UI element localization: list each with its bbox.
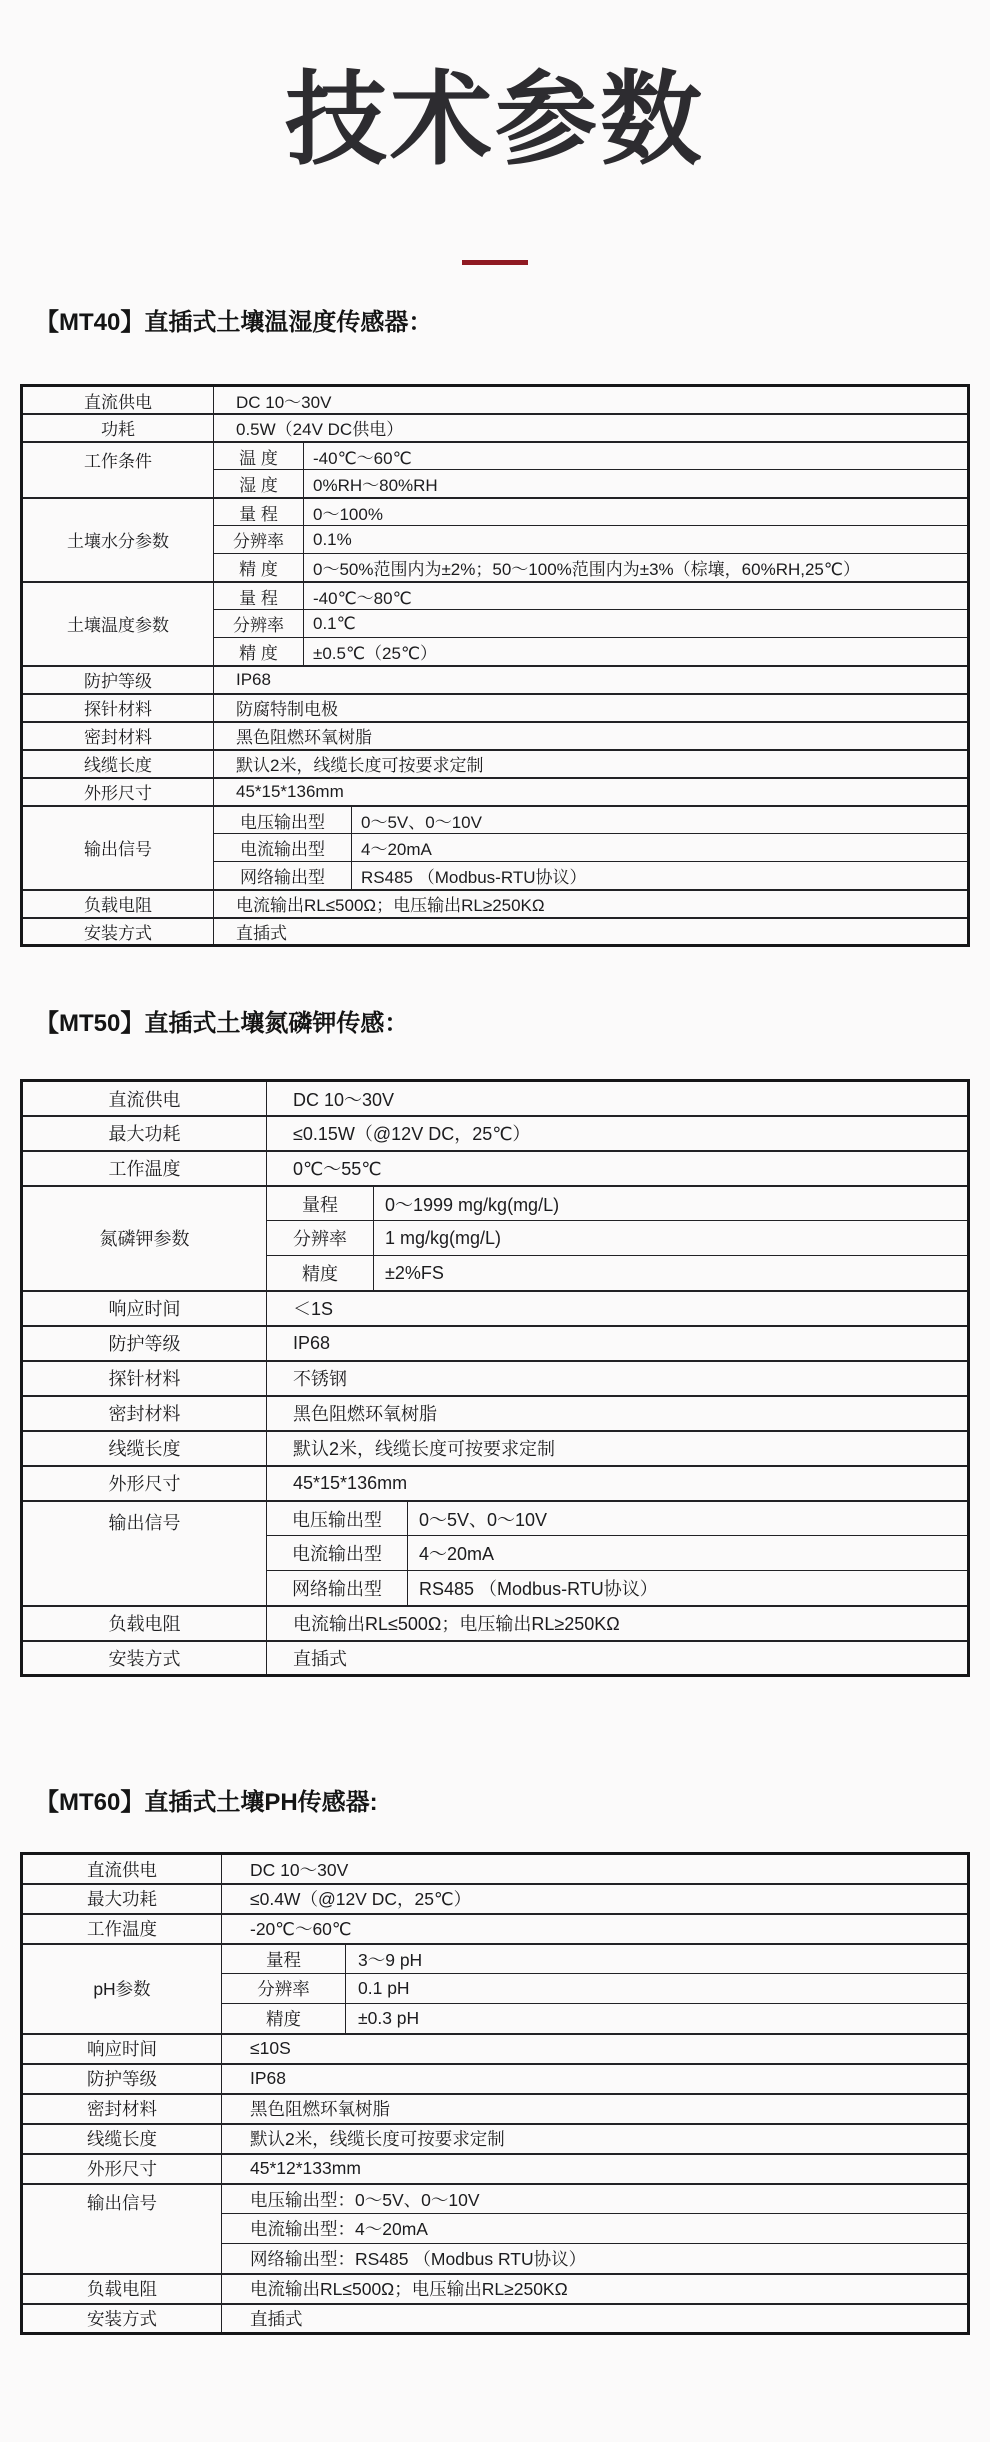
spec-value: 45*12*133mm <box>222 2154 969 2184</box>
spec-group-label: 土壤水分参数 <box>22 498 214 582</box>
spec-value: 不锈钢 <box>267 1361 969 1396</box>
spec-label: 密封材料 <box>22 2094 222 2124</box>
spec-value: ≤10S <box>222 2034 969 2064</box>
spec-value: -40℃～60℃ <box>304 442 969 470</box>
spec-label: 防护等级 <box>22 2064 222 2094</box>
table-row <box>22 2034 969 2064</box>
spec-label: 直流供电 <box>22 1081 267 1116</box>
spec-group-label: 输出信号 <box>22 806 214 890</box>
table-row <box>22 2184 969 2214</box>
spec-label: 线缆长度 <box>22 2124 222 2154</box>
spec-value: 0.5W（24V DC供电） <box>214 414 969 442</box>
spec-label: 最大功耗 <box>22 1884 222 1914</box>
table-row <box>22 1854 969 1884</box>
spec-value: DC 10～30V <box>222 1854 969 1884</box>
spec-label: 防护等级 <box>22 666 214 694</box>
spec-label: 线缆长度 <box>22 1431 267 1466</box>
table-row <box>22 890 969 918</box>
spec-value: ＜1S <box>267 1291 969 1326</box>
spec-subparam: 分辨率 <box>214 526 304 554</box>
spec-value: 电流输出型：4～20mA <box>222 2214 969 2244</box>
spec-value: 0℃～55℃ <box>267 1151 969 1186</box>
spec-label: 外形尺寸 <box>22 2154 222 2184</box>
table-row <box>22 1151 969 1186</box>
table-row <box>22 414 969 442</box>
table-row <box>22 750 969 778</box>
spec-value: 0.1 pH <box>346 1974 969 2004</box>
spec-value: 0～5V、0～10V <box>408 1501 969 1536</box>
spec-value: 3～9 pH <box>346 1944 969 1974</box>
spec-subparam: 量 程 <box>214 498 304 526</box>
spec-label: 响应时间 <box>22 1291 267 1326</box>
spec-value: 默认2米，线缆长度可按要求定制 <box>267 1431 969 1466</box>
page-title: 技术参数 <box>285 63 705 177</box>
table-row <box>22 1944 969 1974</box>
spec-value: 0～1999 mg/kg(mg/L) <box>374 1186 969 1221</box>
spec-subparam: 量 程 <box>214 582 304 610</box>
spec-value: ≤0.15W（@12V DC，25℃） <box>267 1116 969 1151</box>
table-row <box>22 582 969 610</box>
spec-value: 黑色阻燃环氧树脂 <box>214 722 969 750</box>
spec-subparam: 分辨率 <box>222 1974 346 2004</box>
spec-value: 0%RH～80%RH <box>304 470 969 498</box>
spec-table-mt60 <box>20 1852 970 2335</box>
spec-value: -40℃～80℃ <box>304 582 969 610</box>
spec-label: 密封材料 <box>22 722 214 750</box>
table-row <box>22 2154 969 2184</box>
table-row <box>22 2064 969 2094</box>
table-row <box>22 1326 969 1361</box>
spec-value: IP68 <box>267 1326 969 1361</box>
spec-subparam: 电压输出型 <box>267 1501 408 1536</box>
table-row <box>22 1361 969 1396</box>
spec-label: 探针材料 <box>22 694 214 722</box>
spec-subparam: 电流输出型 <box>214 834 352 862</box>
spec-value: DC 10～30V <box>214 386 969 414</box>
spec-value: ±0.3 pH <box>346 2004 969 2034</box>
table-row <box>22 722 969 750</box>
spec-table-mt40 <box>20 384 970 947</box>
table-row <box>22 1116 969 1151</box>
spec-value: 黑色阻燃环氧树脂 <box>222 2094 969 2124</box>
spec-value: IP68 <box>214 666 969 694</box>
table-row <box>22 806 969 834</box>
table-row <box>22 1466 969 1501</box>
spec-label: 直流供电 <box>22 1854 222 1884</box>
table-row <box>22 1186 969 1221</box>
spec-subparam: 网络输出型 <box>267 1571 408 1606</box>
section-heading-mt40: 【MT40】直插式土壤温湿度传感器： <box>35 309 433 337</box>
spec-label: 安装方式 <box>22 2304 222 2334</box>
spec-value: ±0.5℃（25℃） <box>304 638 969 666</box>
spec-value: ±2%FS <box>374 1256 969 1291</box>
spec-group-label: 氮磷钾参数 <box>22 1186 267 1291</box>
spec-label: 工作温度 <box>22 1151 267 1186</box>
spec-subparam: 精 度 <box>214 554 304 582</box>
table-row <box>22 918 969 946</box>
spec-label: 功耗 <box>22 414 214 442</box>
spec-table-mt50 <box>20 1079 970 1677</box>
spec-subparam: 精度 <box>222 2004 346 2034</box>
spec-group-label: pH参数 <box>22 1944 222 2034</box>
spec-value: -20℃～60℃ <box>222 1914 969 1944</box>
spec-value: RS485 （Modbus-RTU协议） <box>352 862 969 890</box>
spec-value: 防腐特制电极 <box>214 694 969 722</box>
title-underline <box>462 260 528 265</box>
spec-value: IP68 <box>222 2064 969 2094</box>
spec-value: 4～20mA <box>352 834 969 862</box>
spec-subparam: 电压输出型 <box>214 806 352 834</box>
spec-label: 密封材料 <box>22 1396 267 1431</box>
spec-value: ≤0.4W（@12V DC，25℃） <box>222 1884 969 1914</box>
spec-label: 负载电阻 <box>22 2274 222 2304</box>
spec-label: 负载电阻 <box>22 1606 267 1641</box>
spec-subparam: 电流输出型 <box>267 1536 408 1571</box>
spec-value: 0～100% <box>304 498 969 526</box>
table-row <box>22 1501 969 1536</box>
spec-value: 0～5V、0～10V <box>352 806 969 834</box>
spec-label: 负载电阻 <box>22 890 214 918</box>
spec-label: 外形尺寸 <box>22 778 214 806</box>
table-row <box>22 1291 969 1326</box>
table-row <box>22 2124 969 2154</box>
spec-value: RS485 （Modbus-RTU协议） <box>408 1571 969 1606</box>
spec-value: 45*15*136mm <box>214 778 969 806</box>
section-heading-mt50: 【MT50】直插式土壤氮磷钾传感： <box>35 1010 409 1038</box>
spec-value: 直插式 <box>222 2304 969 2334</box>
table-row <box>22 1431 969 1466</box>
table-row <box>22 2094 969 2124</box>
spec-subparam: 精度 <box>267 1256 374 1291</box>
spec-label: 安装方式 <box>22 1641 267 1676</box>
spec-group-label: 土壤温度参数 <box>22 582 214 666</box>
spec-subparam: 分辨率 <box>267 1221 374 1256</box>
spec-value: 默认2米，线缆长度可按要求定制 <box>214 750 969 778</box>
spec-value: 电流输出RL≤500Ω；电压输出RL≥250KΩ <box>214 890 969 918</box>
spec-subparam: 网络输出型 <box>214 862 352 890</box>
spec-label: 外形尺寸 <box>22 1466 267 1501</box>
table-row <box>22 1396 969 1431</box>
spec-subparam: 精 度 <box>214 638 304 666</box>
spec-value: 网络输出型：RS485 （Modbus RTU协议） <box>222 2244 969 2274</box>
spec-group-label: 输出信号 <box>22 1501 267 1606</box>
table-row <box>22 1884 969 1914</box>
spec-label: 响应时间 <box>22 2034 222 2064</box>
spec-value: 直插式 <box>267 1641 969 1676</box>
spec-label: 线缆长度 <box>22 750 214 778</box>
spec-group-label: 工作条件 <box>22 442 214 498</box>
spec-value: 0.1℃ <box>304 610 969 638</box>
spec-value: 4～20mA <box>408 1536 969 1571</box>
spec-value: 电流输出RL≤500Ω；电压输出RL≥250KΩ <box>222 2274 969 2304</box>
spec-value: 直插式 <box>214 918 969 946</box>
spec-label: 工作温度 <box>22 1914 222 1944</box>
spec-label: 探针材料 <box>22 1361 267 1396</box>
spec-value: 默认2米，线缆长度可按要求定制 <box>222 2124 969 2154</box>
spec-value: DC 10～30V <box>267 1081 969 1116</box>
section-heading-mt60: 【MT60】直插式土壤PH传感器: <box>35 1789 378 1817</box>
spec-value: 45*15*136mm <box>267 1466 969 1501</box>
spec-value: 电压输出型：0～5V、0～10V <box>222 2184 969 2214</box>
spec-subparam: 量程 <box>222 1944 346 1974</box>
spec-value: 0～50%范围内为±2%；50～100%范围内为±3%（棕壤，60%RH,25℃） <box>304 554 969 582</box>
table-row <box>22 1606 969 1641</box>
spec-label: 防护等级 <box>22 1326 267 1361</box>
spec-subparam: 湿 度 <box>214 470 304 498</box>
table-row <box>22 386 969 414</box>
spec-subparam: 量程 <box>267 1186 374 1221</box>
table-row <box>22 1081 969 1116</box>
table-row <box>22 442 969 470</box>
spec-value: 电流输出RL≤500Ω；电压输出RL≥250KΩ <box>267 1606 969 1641</box>
spec-subparam: 温 度 <box>214 442 304 470</box>
spec-group-label: 输出信号 <box>22 2184 222 2274</box>
table-row <box>22 498 969 526</box>
spec-label: 直流供电 <box>22 386 214 414</box>
spec-label: 最大功耗 <box>22 1116 267 1151</box>
spec-value: 1 mg/kg(mg/L) <box>374 1221 969 1256</box>
table-row <box>22 2304 969 2334</box>
spec-label: 安装方式 <box>22 918 214 946</box>
table-row <box>22 2274 969 2304</box>
table-row <box>22 666 969 694</box>
table-row <box>22 1914 969 1944</box>
table-row <box>22 1641 969 1676</box>
spec-value: 黑色阻燃环氧树脂 <box>267 1396 969 1431</box>
table-row <box>22 778 969 806</box>
spec-subparam: 分辨率 <box>214 610 304 638</box>
spec-value: 0.1% <box>304 526 969 554</box>
table-row <box>22 694 969 722</box>
